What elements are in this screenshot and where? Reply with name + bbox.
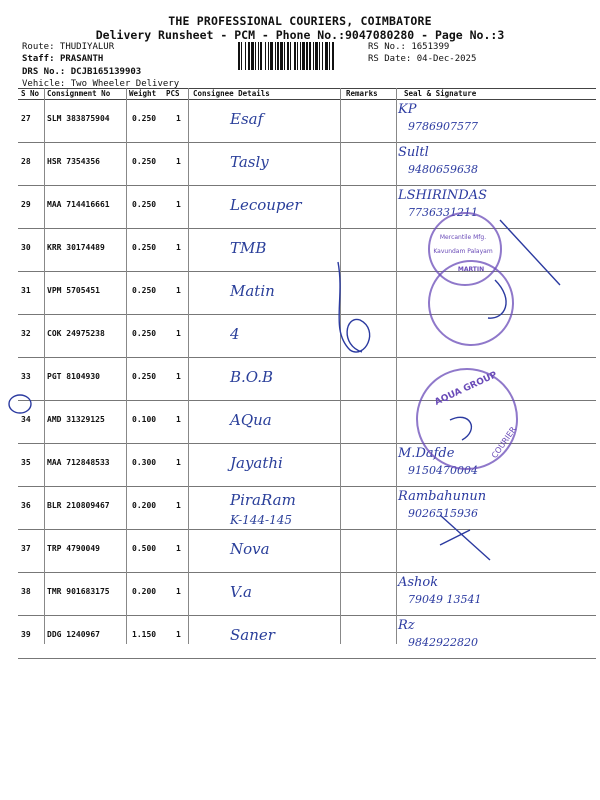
barcode-image (238, 42, 364, 70)
signature-name: KP (398, 102, 417, 117)
row-cn: COK 24975238 (47, 329, 105, 338)
row-weight: 0.250 (132, 286, 157, 295)
consignee-handwriting: 4 (230, 325, 240, 343)
row-sno: 39 (21, 630, 31, 639)
consignee-handwriting: Esaf (230, 110, 264, 128)
rs-date-text: RS Date: 04-Dec-2025 (368, 53, 477, 64)
table-row (18, 186, 596, 229)
table-row (18, 100, 596, 143)
table-row (18, 229, 596, 272)
row-sno: 36 (21, 501, 31, 510)
vehicle-text: Vehicle: Two Wheeler Delivery (22, 78, 180, 89)
row-pcs: 1 (176, 587, 181, 596)
signature-phone: 9480659638 (408, 163, 478, 176)
row-pcs: 1 (176, 286, 181, 295)
row-pcs: 1 (176, 329, 181, 338)
signature-name: LSHIRINDAS (398, 188, 488, 203)
aqua-group-stamp-text: AQUA GROUP (433, 370, 499, 408)
row-weight: 0.250 (132, 114, 157, 123)
row-weight: 0.250 (132, 372, 157, 381)
consignee-handwriting: Matin (230, 282, 275, 300)
signature-phone: 9786907577 (408, 120, 478, 133)
row-sno: 33 (21, 372, 31, 381)
consignee-handwriting: Lecouper (230, 196, 302, 214)
col-consignee: Consignee Details (193, 89, 270, 98)
row-sno: 34 (21, 415, 31, 424)
row-pcs: 1 (176, 630, 181, 639)
consignee-handwriting: Jayathi (230, 454, 283, 472)
meta-right (368, 42, 476, 65)
row-pcs: 1 (176, 544, 181, 553)
table-body (18, 100, 596, 659)
consignee-handwriting: PiraRam (230, 491, 296, 509)
col-weight: Weight (129, 89, 157, 98)
signature-phone: 79049 13541 (408, 593, 482, 606)
table-row (18, 444, 596, 487)
table-row (18, 143, 596, 186)
row-sno: 38 (21, 587, 31, 596)
martin-stamp-text: MARTIN (457, 266, 485, 273)
consignee-handwriting: Tasly (230, 153, 269, 171)
rs-no-text: RS No.: 1651399 (368, 42, 450, 52)
table-row (18, 487, 596, 530)
row-pcs: 1 (176, 415, 181, 424)
row-cn: MAA 712848533 (47, 458, 110, 467)
row-cn: PGT 8104930 (47, 372, 100, 381)
row-sno: 29 (21, 200, 31, 209)
row-pcs: 1 (176, 157, 181, 166)
row-pcs: 1 (176, 114, 181, 123)
table-row (18, 530, 596, 573)
mercantile-stamp-text: Mercantile Mfg. (439, 234, 487, 241)
row-sno: 32 (21, 329, 31, 338)
consignee-handwriting: B.O.B (230, 368, 274, 386)
row-cn: DDG 1240967 (47, 630, 100, 639)
row-weight: 0.250 (132, 200, 157, 209)
signature-name: Rambahunun (398, 489, 487, 504)
col-seal: Seal & Signature (404, 89, 477, 98)
signature-phone: 9842922820 (408, 636, 478, 649)
row-cn: KRR 30174489 (47, 243, 105, 252)
col-pcs: PCS (166, 89, 180, 98)
row-sno: 35 (21, 458, 31, 467)
runsheet-table (18, 88, 596, 659)
company-title: THE PROFESSIONAL COURIERS, COIMBATORE (168, 14, 432, 28)
consignee-handwriting: Nova (230, 540, 270, 558)
row-weight: 0.100 (132, 415, 157, 424)
row-weight: 0.200 (132, 587, 157, 596)
signature-name: Rz (398, 618, 415, 633)
row-weight: 0.250 (132, 329, 157, 338)
table-row (18, 573, 596, 616)
signature-phone: 7736331211 (408, 206, 478, 219)
signature-phone: 9150470004 (408, 464, 478, 477)
row-sno: 27 (21, 114, 31, 123)
row-pcs: 1 (176, 200, 181, 209)
row-sno: 30 (21, 243, 31, 252)
consignee-handwriting: Saner (230, 626, 275, 644)
row-cn: VPM 5705451 (47, 286, 100, 295)
row-cn: BLR 210809467 (47, 501, 110, 510)
signature-phone: 9026515936 (408, 507, 478, 520)
signature-name: Ashok (398, 575, 439, 590)
aqua-group-stamp-sub: COURIER (489, 425, 519, 460)
staff-text: Staff: PRASANTH (22, 53, 104, 64)
signature-name: M.Dafde (398, 446, 455, 461)
row-weight: 0.500 (132, 544, 157, 553)
row-weight: 0.300 (132, 458, 157, 467)
row-cn: TMR 901683175 (47, 587, 110, 596)
signature-name: Sultl (398, 145, 429, 160)
row-weight: 0.250 (132, 157, 157, 166)
table-row (18, 616, 596, 659)
row-cn: SLM 383875904 (47, 114, 110, 123)
col-remarks: Remarks (346, 89, 378, 98)
route-text: Route: THUDIYALUR (22, 42, 115, 52)
consignee-handwriting: AQua (230, 411, 272, 429)
row-cn: TRP 4790049 (47, 544, 100, 553)
table-header (18, 88, 596, 100)
row-cn: AMD 31329125 (47, 415, 105, 424)
col-consignment: Consignment No (47, 89, 111, 98)
runsheet-subtitle: Delivery Runsheet - PCM - Phone No.:9047080280 - Page No.:3 (95, 28, 505, 42)
row-pcs: 1 (176, 501, 181, 510)
row-sno: 37 (21, 544, 31, 553)
mercantile-stamp-place: Kavundam Palayam (433, 248, 493, 255)
col-sno: S No (21, 89, 40, 98)
row-weight: 0.200 (132, 501, 157, 510)
row-sno: 31 (21, 286, 31, 295)
row-weight: 0.250 (132, 243, 157, 252)
row-pcs: 1 (176, 372, 181, 381)
row-sno: 28 (21, 157, 31, 166)
consignee-handwriting: TMB (230, 239, 267, 257)
meta-left (22, 42, 179, 90)
row-weight: 1.150 (132, 630, 157, 639)
consignee-handwriting: V.a (230, 583, 252, 601)
row-pcs: 1 (176, 243, 181, 252)
row-pcs: 1 (176, 458, 181, 467)
consignee-handwriting-2: K-144-145 (230, 513, 293, 527)
row-cn: HSR 7354356 (47, 157, 100, 166)
row-cn: MAA 714416661 (47, 200, 110, 209)
drs-text: DRS No.: DCJB165139903 (22, 67, 142, 77)
